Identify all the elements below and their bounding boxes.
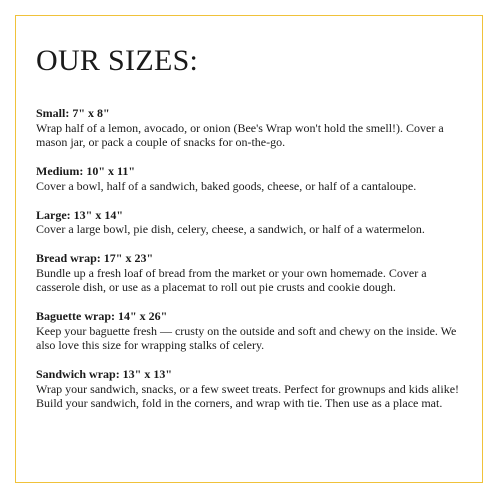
size-section-baguette-wrap	[36, 309, 466, 353]
size-description-line: Wrap half of a lemon, avocado, or onion (Bee's Wrap won't hold the smell!). Cover a	[36, 120, 444, 135]
size-section-sandwich-wrap	[36, 367, 466, 411]
size-description-line: Keep your baguette fresh — crusty on the outside and soft and chewy on the inside. We	[36, 323, 457, 338]
size-description-line: also love this size for wrapping stalks of celery.	[36, 338, 265, 352]
size-description-line: Build your sandwich, fold in the corners, and wrap with tie. Then use as a place mat.	[36, 396, 443, 410]
size-section-medium	[36, 164, 466, 193]
size-section-bread-wrap	[36, 251, 466, 295]
size-description-line: Cover a large bowl, pie dish, celery, cheese, a sandwich, or half of a watermelon.	[36, 222, 425, 236]
size-heading: Large: 13" x 14"	[36, 207, 123, 222]
size-heading: Small: 7" x 8"	[36, 106, 110, 120]
size-description-line: casserole dish, or use as a placemat to roll out pie crusts and cookie dough.	[36, 280, 396, 294]
page-title: OUR SIZES:	[36, 44, 199, 77]
size-description-line: mason jar, or pack a couple of snacks for on-the-go.	[36, 135, 286, 149]
size-heading: Sandwich wrap: 13" x 13"	[36, 367, 173, 381]
size-heading: Medium: 10" x 11"	[36, 164, 135, 178]
size-description-line: Cover a bowl, half of a sandwich, baked goods, cheese, or half of a cantaloupe.	[36, 178, 417, 193]
size-section-large	[36, 208, 466, 237]
size-heading: Baguette wrap: 14" x 26"	[36, 309, 168, 323]
sizes-list	[36, 106, 466, 425]
size-section-small	[36, 106, 466, 150]
size-heading: Bread wrap: 17" x 23"	[36, 251, 154, 265]
size-description-line: Bundle up a fresh loaf of bread from the market or your own homemade. Cover a	[36, 265, 427, 280]
size-description-line: Wrap your sandwich, snacks, or a few sweet treats. Perfect for grownups and kids alike!	[36, 381, 460, 396]
